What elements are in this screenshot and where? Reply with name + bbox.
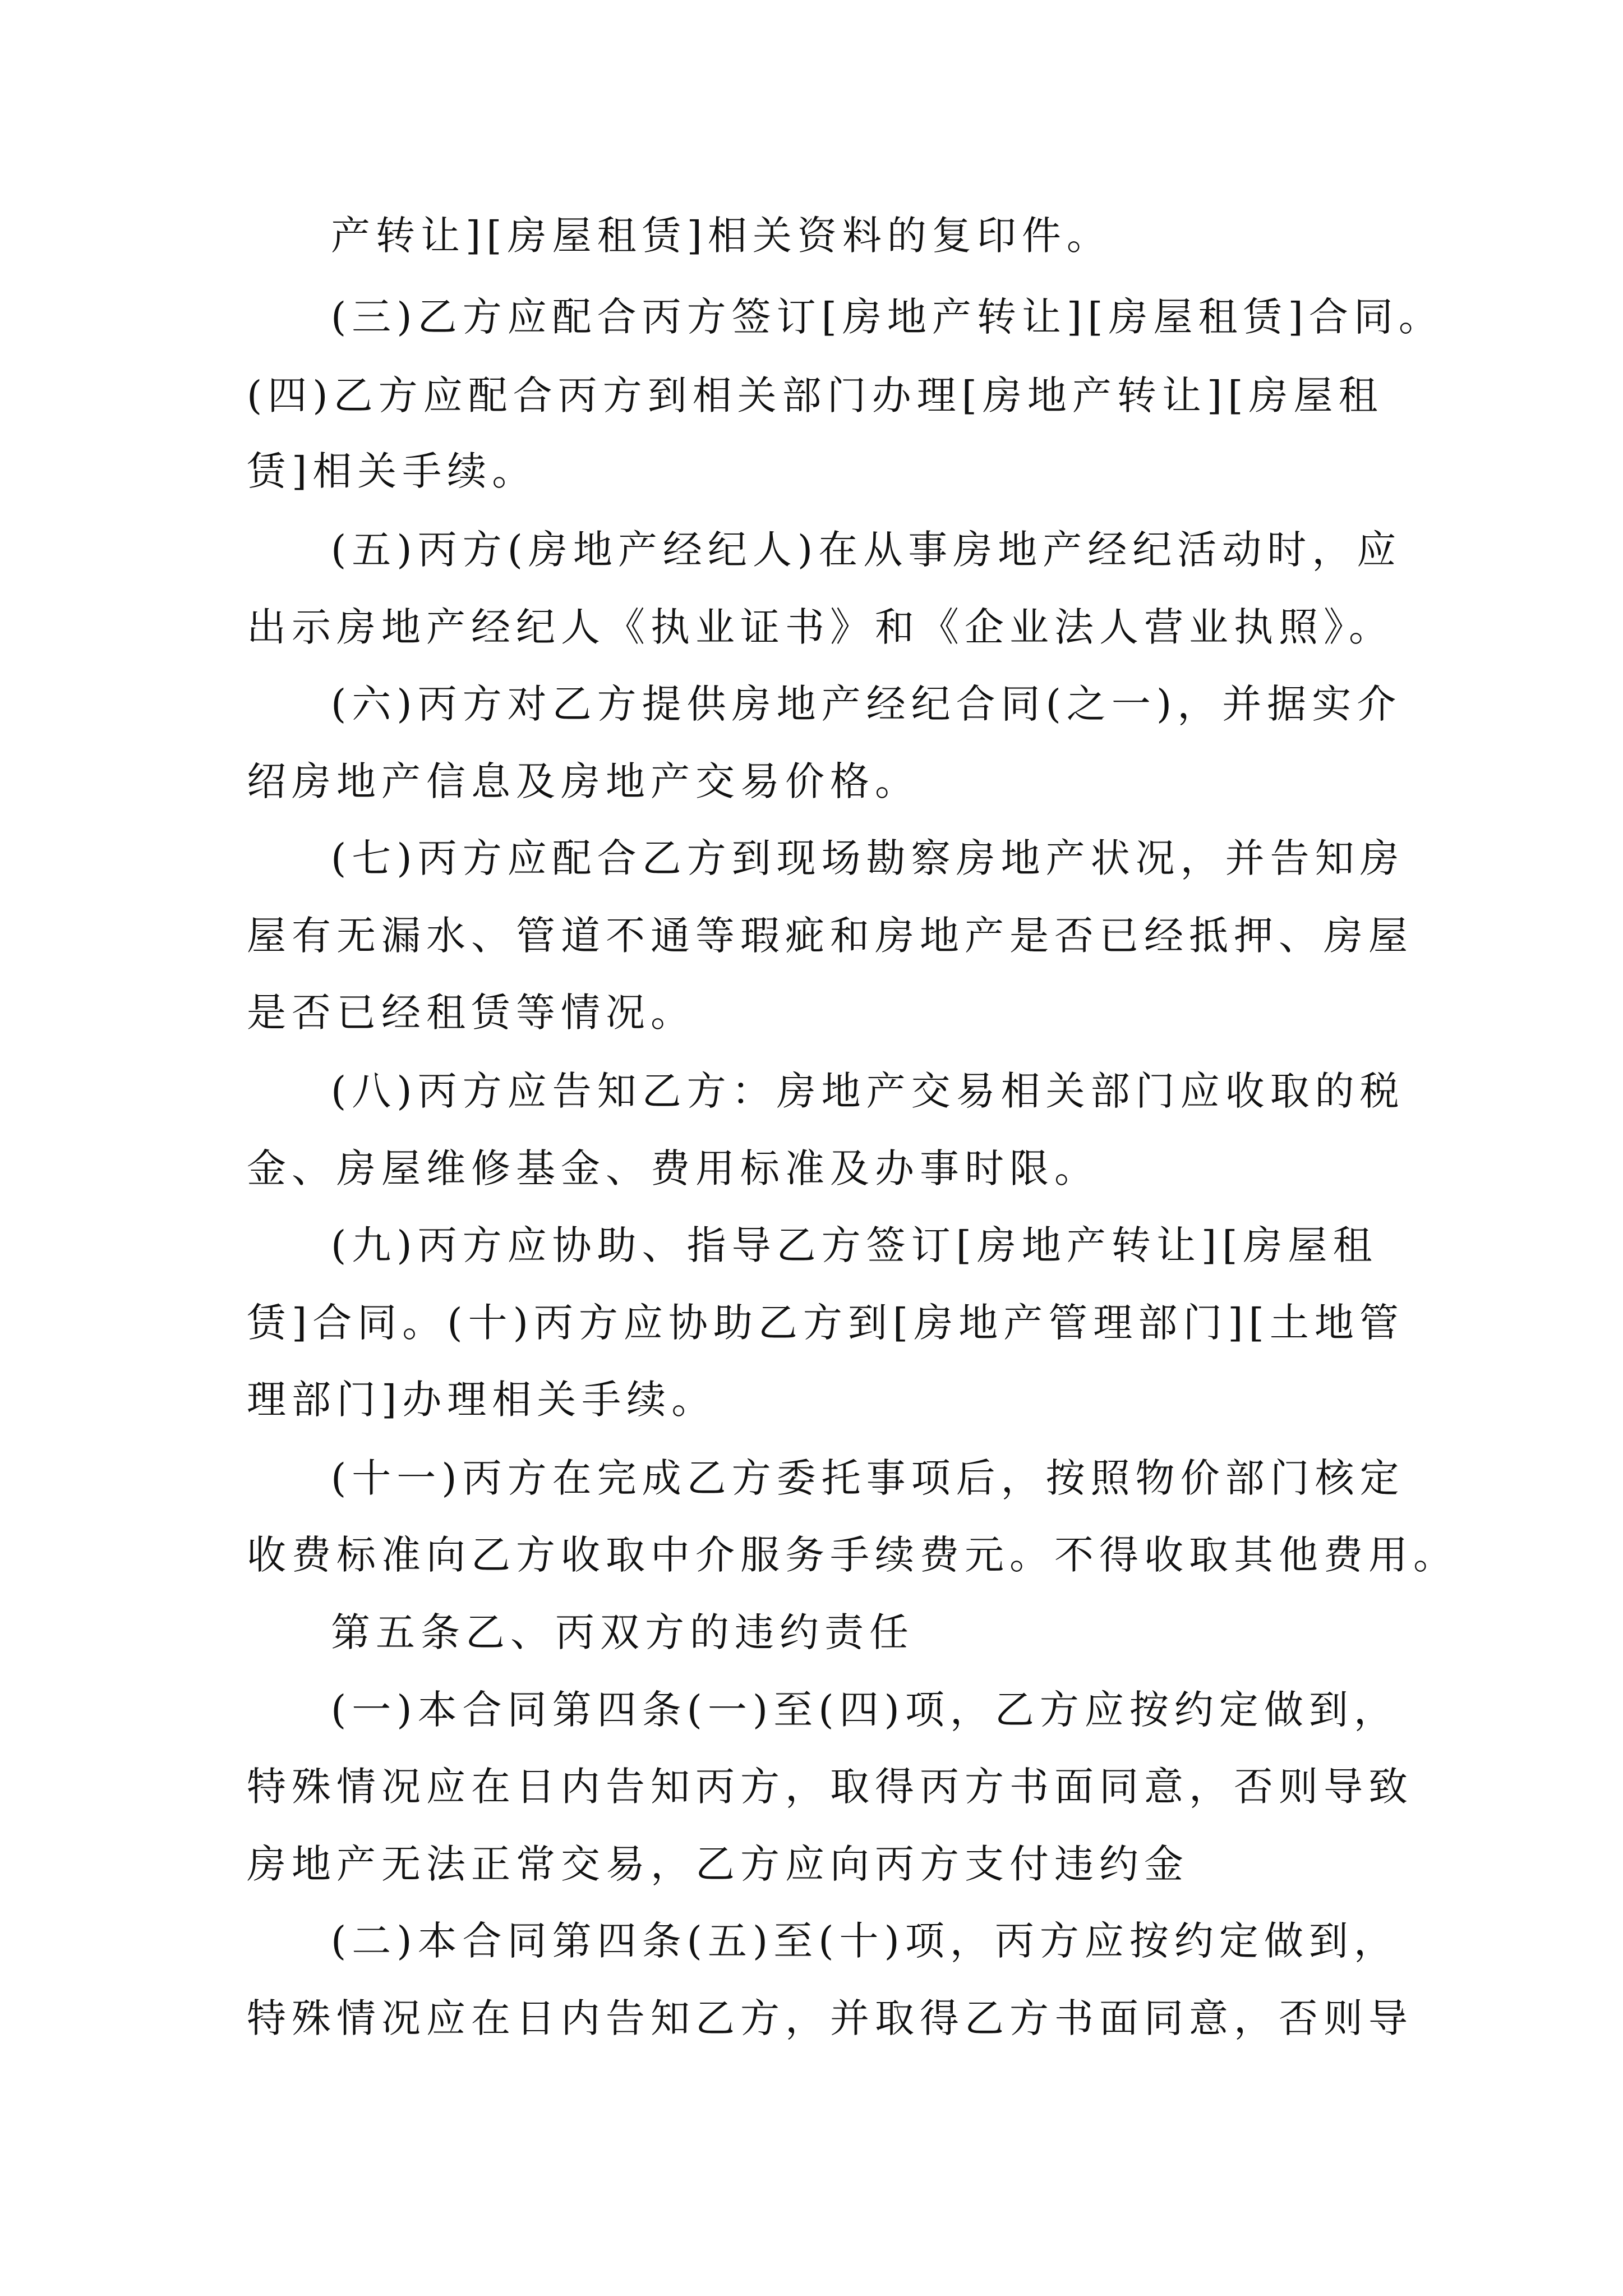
text-line-10: 屋有无漏水、管道不通等瑕疵和房地产是否已经抵押、房屋 — [247, 913, 1413, 959]
text-line-11: 是否已经租赁等情况。 — [247, 990, 695, 1036]
text-line-8: 绍房地产信息及房地产交易价格。 — [247, 758, 920, 804]
text-line-16: 理部门]办理相关手续。 — [247, 1377, 717, 1423]
text-line-20: (一)本合同第四条(一)至(四)项，乙方应按约定做到， — [331, 1687, 1399, 1733]
text-line-3: (四)乙方应配合丙方到相关部门办理[房地产转让][房屋租 — [247, 372, 1384, 418]
text-line-9: (七)丙方应配合乙方到现场勘察房地产状况，并告知房 — [331, 835, 1405, 881]
text-line-12: (八)丙方应告知乙方：房地产交易相关部门应收取的税 — [331, 1068, 1405, 1114]
text-line-4: 赁]相关手续。 — [247, 448, 537, 494]
text-line-24: 特殊情况应在日内告知乙方，并取得乙方书面同意，否则导 — [247, 1995, 1413, 2041]
text-line-18: 收费标准向乙方收取中介服务手续费元。不得收取其他费用。 — [247, 1532, 1458, 1578]
text-line-23: (二)本合同第四条(五)至(十)项，丙方应按约定做到， — [331, 1918, 1399, 1964]
text-line-13: 金、房屋维修基金、费用标准及办事时限。 — [247, 1145, 1099, 1191]
text-line-6: 出示房地产经纪人《执业证书》和《企业法人营业执照》。 — [247, 604, 1394, 650]
text-line-17: (十一)丙方在完成乙方委托事项后，按照物价部门核定 — [331, 1455, 1405, 1501]
text-line-5: (五)丙方(房地产经纪人)在从事房地产经纪活动时，应 — [331, 527, 1402, 573]
section-heading: 第五条乙、丙双方的违约责任 — [331, 1609, 914, 1655]
text-line-1: 产转让][房屋租赁]相关资料的复印件。 — [331, 213, 1112, 259]
text-line-21: 特殊情况应在日内告知丙方，取得丙方书面同意，否则导致 — [247, 1764, 1413, 1810]
text-line-15: 赁]合同。(十)丙方应协助乙方到[房地产管理部门][土地管 — [247, 1300, 1404, 1346]
text-line-7: (六)丙方对乙方提供房地产经纪合同(之一)，并据实介 — [331, 681, 1402, 727]
text-line-2: (三)乙方应配合丙方签订[房地产转让][房屋租赁]合同。 — [331, 294, 1444, 340]
text-line-22: 房地产无法正常交易，乙方应向丙方支付违约金 — [247, 1841, 1189, 1887]
text-line-14: (九)丙方应协助、指导乙方签订[房地产转让][房屋租 — [331, 1222, 1378, 1268]
